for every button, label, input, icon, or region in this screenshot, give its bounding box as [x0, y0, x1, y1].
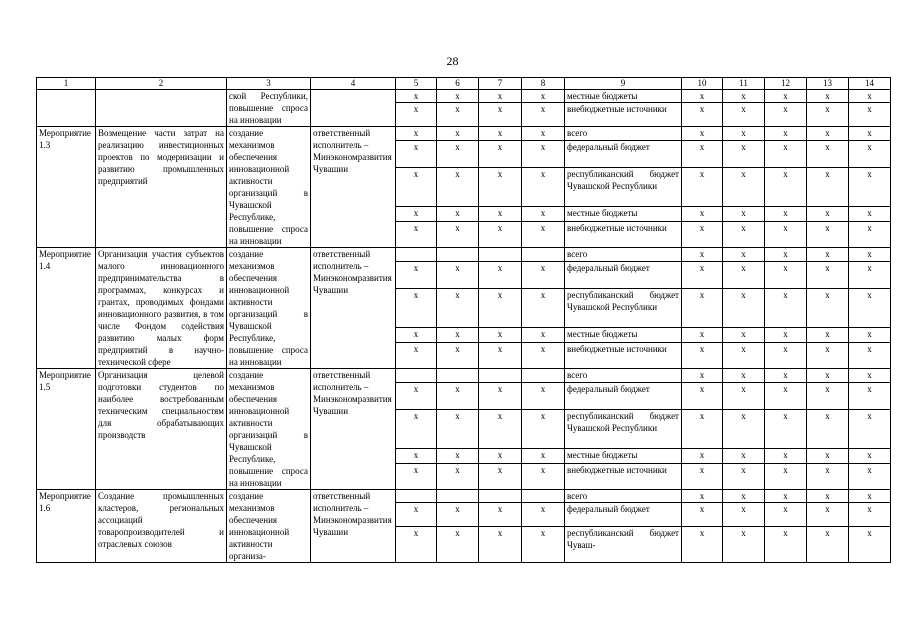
column-number: 4 — [311, 78, 396, 90]
funding-source: республиканский бюджет Чувашской Республики — [565, 288, 682, 328]
measure-name: Создание промышленных кластеров, региональных ассоциаций товаропроизводителей и отраслевых союзов — [96, 490, 227, 563]
value-cell: х — [682, 463, 723, 489]
column-number: 8 — [522, 78, 565, 90]
measure-goal: создание механизмов обеспечения инновационной активности организаций в Чувашской Республике, повышение спроса на инновации — [227, 248, 311, 369]
value-cell: х — [723, 262, 765, 288]
column-number: 3 — [227, 78, 311, 90]
value-cell: х — [765, 90, 807, 103]
page-number: 28 — [446, 54, 459, 68]
value-cell: х — [723, 527, 765, 563]
value-cell: х — [522, 527, 565, 563]
value-cell: х — [807, 141, 849, 167]
value-cell: х — [522, 383, 565, 409]
funding-source: внебюджетные источники — [565, 221, 682, 247]
value-cell: х — [849, 409, 891, 449]
value-cell: х — [723, 409, 765, 449]
funding-table — [36, 77, 891, 563]
value-cell: х — [807, 262, 849, 288]
column-number: 5 — [396, 78, 437, 90]
value-cell: х — [479, 328, 522, 342]
value-cell: х — [849, 342, 891, 368]
value-cell: х — [437, 463, 479, 489]
value-cell — [479, 369, 522, 383]
value-cell: х — [479, 90, 522, 103]
value-cell: х — [437, 328, 479, 342]
funding-source: федеральный бюджет — [565, 141, 682, 167]
funding-source: федеральный бюджет — [565, 262, 682, 288]
value-cell: х — [765, 141, 807, 167]
value-cell: х — [479, 409, 522, 449]
value-cell: х — [437, 383, 479, 409]
value-cell: х — [479, 342, 522, 368]
value-cell: х — [682, 409, 723, 449]
value-cell — [396, 369, 437, 383]
value-cell: х — [723, 127, 765, 141]
value-cell: х — [723, 103, 765, 127]
value-cell — [396, 490, 437, 503]
value-cell: х — [807, 90, 849, 103]
value-cell: х — [765, 288, 807, 328]
funding-source: всего — [565, 490, 682, 503]
value-cell: х — [849, 207, 891, 221]
value-cell: х — [849, 383, 891, 409]
value-cell: х — [807, 369, 849, 383]
value-cell: х — [479, 221, 522, 247]
column-number: 2 — [96, 78, 227, 90]
value-cell — [522, 248, 565, 262]
funding-source: внебюджетные источники — [565, 463, 682, 489]
value-cell: х — [765, 328, 807, 342]
value-cell — [396, 248, 437, 262]
value-cell: х — [682, 221, 723, 247]
value-cell: х — [522, 141, 565, 167]
value-cell: х — [723, 141, 765, 167]
value-cell: х — [396, 288, 437, 328]
value-cell: х — [849, 167, 891, 207]
value-cell — [437, 369, 479, 383]
value-cell: х — [437, 262, 479, 288]
value-cell: х — [682, 503, 723, 527]
value-cell: х — [479, 167, 522, 207]
value-cell: х — [396, 463, 437, 489]
funding-source: всего — [565, 369, 682, 383]
value-cell: х — [807, 167, 849, 207]
column-number: 12 — [765, 78, 807, 90]
measure-goal: создание механизмов обеспечения инновационной активности организаций в Чувашской Республике, повышение спроса на инновации — [227, 369, 311, 490]
value-cell: х — [765, 503, 807, 527]
value-cell: х — [807, 449, 849, 463]
value-cell — [479, 490, 522, 503]
value-cell: х — [522, 328, 565, 342]
value-cell: х — [396, 409, 437, 449]
value-cell: х — [765, 207, 807, 221]
value-cell: х — [522, 449, 565, 463]
funding-source: федеральный бюджет — [565, 503, 682, 527]
measure-name: Организация участия субъектов малого инновационного предпринимательства в программах, конкурсах и грантах, проводимых фондами инновационного развития, в том числе Фондом содействия развитию малых форм предприятий в научно-технической сфере — [96, 248, 227, 369]
value-cell: х — [396, 262, 437, 288]
measure-goal: создание механизмов обеспечения инновационной активности организаций в Чувашской Республике, повышение спроса на инновации — [227, 127, 311, 248]
value-cell: х — [682, 207, 723, 221]
value-cell: х — [849, 328, 891, 342]
funding-source: республиканский бюджет Чувашской Республики — [565, 409, 682, 449]
funding-source: республиканский бюджет Чувашской Республики — [565, 167, 682, 207]
value-cell: х — [765, 103, 807, 127]
column-number: 11 — [723, 78, 765, 90]
value-cell: х — [682, 527, 723, 563]
value-cell: х — [522, 221, 565, 247]
value-cell: х — [682, 490, 723, 503]
value-cell: х — [437, 342, 479, 368]
value-cell: х — [396, 141, 437, 167]
value-cell — [522, 369, 565, 383]
value-cell: х — [396, 342, 437, 368]
value-cell: х — [765, 449, 807, 463]
value-cell: х — [682, 262, 723, 288]
value-cell: х — [849, 463, 891, 489]
value-cell: х — [479, 449, 522, 463]
measure-responsible: ответственный исполнитель – Минэкономразвития Чувашии — [311, 248, 396, 369]
value-cell: х — [396, 503, 437, 527]
value-cell: х — [437, 141, 479, 167]
value-cell: х — [522, 503, 565, 527]
value-cell: х — [849, 369, 891, 383]
funding-source: местные бюджеты — [565, 207, 682, 221]
funding-source: внебюджетные источники — [565, 342, 682, 368]
value-cell: х — [765, 527, 807, 563]
value-cell: х — [682, 449, 723, 463]
value-cell: х — [479, 527, 522, 563]
value-cell: х — [396, 328, 437, 342]
value-cell: х — [807, 328, 849, 342]
value-cell: х — [807, 207, 849, 221]
funding-source: местные бюджеты — [565, 328, 682, 342]
measure-goal: ской Республики, повышение спроса на инновации — [227, 90, 311, 127]
value-cell: х — [522, 342, 565, 368]
value-cell: х — [849, 90, 891, 103]
value-cell: х — [437, 103, 479, 127]
value-cell: х — [437, 90, 479, 103]
value-cell: х — [807, 490, 849, 503]
value-cell: х — [682, 369, 723, 383]
value-cell: х — [765, 490, 807, 503]
value-cell: х — [849, 103, 891, 127]
measure-id: Мероприятие 1.4 — [37, 248, 96, 369]
value-cell: х — [522, 288, 565, 328]
value-cell: х — [723, 369, 765, 383]
value-cell: х — [396, 127, 437, 141]
value-cell: х — [807, 503, 849, 527]
value-cell: х — [723, 503, 765, 527]
value-cell: х — [765, 262, 807, 288]
value-cell: х — [437, 409, 479, 449]
value-cell — [437, 248, 479, 262]
value-cell — [522, 490, 565, 503]
value-cell: х — [849, 127, 891, 141]
value-cell: х — [437, 167, 479, 207]
value-cell: х — [849, 490, 891, 503]
value-cell: х — [396, 90, 437, 103]
value-cell: х — [682, 167, 723, 207]
value-cell: х — [522, 207, 565, 221]
value-cell: х — [479, 103, 522, 127]
value-cell: х — [723, 342, 765, 368]
value-cell: х — [682, 90, 723, 103]
responsible-cell — [311, 90, 396, 127]
measure-name-cell — [96, 90, 227, 127]
value-cell: х — [849, 503, 891, 527]
value-cell: х — [723, 463, 765, 489]
value-cell: х — [765, 127, 807, 141]
value-cell: х — [723, 248, 765, 262]
funding-source: местные бюджеты — [565, 449, 682, 463]
value-cell: х — [807, 342, 849, 368]
value-cell: х — [849, 248, 891, 262]
value-cell: х — [723, 167, 765, 207]
column-number: 13 — [807, 78, 849, 90]
value-cell: х — [396, 449, 437, 463]
value-cell: х — [807, 103, 849, 127]
value-cell: х — [479, 288, 522, 328]
value-cell: х — [479, 141, 522, 167]
value-cell: х — [765, 221, 807, 247]
value-cell: х — [437, 527, 479, 563]
value-cell: х — [807, 288, 849, 328]
value-cell: х — [849, 288, 891, 328]
value-cell: х — [437, 221, 479, 247]
value-cell: х — [765, 369, 807, 383]
value-cell: х — [682, 141, 723, 167]
value-cell: х — [479, 127, 522, 141]
value-cell: х — [765, 342, 807, 368]
value-cell: х — [682, 127, 723, 141]
measure-goal: создание механизмов обеспечения инновационной активности организа- — [227, 490, 311, 563]
measure-responsible: ответственный исполнитель – Минэкономразвития Чувашии — [311, 127, 396, 248]
value-cell: х — [522, 409, 565, 449]
value-cell: х — [723, 288, 765, 328]
value-cell: х — [522, 262, 565, 288]
value-cell: х — [765, 383, 807, 409]
value-cell: х — [479, 383, 522, 409]
value-cell: х — [396, 207, 437, 221]
column-number: 7 — [479, 78, 522, 90]
funding-source: местные бюджеты — [565, 90, 682, 103]
value-cell: х — [682, 248, 723, 262]
value-cell: х — [807, 383, 849, 409]
value-cell: х — [682, 383, 723, 409]
column-number: 1 — [37, 78, 96, 90]
measure-id: Мероприятие 1.5 — [37, 369, 96, 490]
measure-id: Мероприятие 1.6 — [37, 490, 96, 563]
value-cell: х — [723, 207, 765, 221]
value-cell: х — [807, 248, 849, 262]
value-cell: х — [765, 248, 807, 262]
value-cell: х — [723, 449, 765, 463]
value-cell: х — [849, 262, 891, 288]
value-cell: х — [682, 342, 723, 368]
measure-name: Возмещение части затрат на реализацию инвестиционных проектов по модернизации и развитию промышленных предприятий — [96, 127, 227, 248]
value-cell: х — [396, 167, 437, 207]
value-cell: х — [522, 463, 565, 489]
column-number: 9 — [565, 78, 682, 90]
value-cell: х — [437, 288, 479, 328]
value-cell: х — [682, 103, 723, 127]
value-cell: х — [723, 328, 765, 342]
funding-source: внебюджетные источники — [565, 103, 682, 127]
value-cell: х — [849, 221, 891, 247]
funding-source: всего — [565, 127, 682, 141]
column-number: 6 — [437, 78, 479, 90]
value-cell: х — [765, 409, 807, 449]
value-cell: х — [807, 463, 849, 489]
funding-source: федеральный бюджет — [565, 383, 682, 409]
measure-responsible: ответственный исполнитель – Минэкономразвития Чувашии — [311, 490, 396, 563]
value-cell: х — [849, 141, 891, 167]
column-number: 14 — [849, 78, 891, 90]
value-cell: х — [849, 527, 891, 563]
value-cell: х — [479, 262, 522, 288]
value-cell — [437, 490, 479, 503]
value-cell: х — [849, 449, 891, 463]
measure-id: Мероприятие 1.3 — [37, 127, 96, 248]
value-cell: х — [437, 449, 479, 463]
value-cell: х — [723, 90, 765, 103]
value-cell: х — [522, 167, 565, 207]
measure-name: Организация целевой подготовки студентов по наиболее востребованным техническим специальностям для обрабатывающих производств — [96, 369, 227, 490]
funding-source: всего — [565, 248, 682, 262]
value-cell: х — [765, 463, 807, 489]
value-cell: х — [807, 527, 849, 563]
value-cell: х — [682, 328, 723, 342]
measure-id-cell — [37, 90, 96, 127]
value-cell: х — [479, 207, 522, 221]
value-cell: х — [479, 503, 522, 527]
value-cell: х — [437, 127, 479, 141]
value-cell: х — [807, 127, 849, 141]
value-cell — [479, 248, 522, 262]
value-cell: х — [396, 527, 437, 563]
measure-responsible: ответственный исполнитель – Минэкономразвития Чувашии — [311, 369, 396, 490]
value-cell: х — [723, 490, 765, 503]
value-cell: х — [396, 383, 437, 409]
value-cell: х — [723, 383, 765, 409]
value-cell: х — [479, 463, 522, 489]
value-cell: х — [522, 103, 565, 127]
value-cell: х — [765, 167, 807, 207]
column-number: 10 — [682, 78, 723, 90]
value-cell: х — [807, 221, 849, 247]
funding-source: республиканский бюджет Чуваш- — [565, 527, 682, 563]
value-cell: х — [723, 221, 765, 247]
value-cell: х — [396, 103, 437, 127]
value-cell: х — [522, 127, 565, 141]
value-cell: х — [396, 221, 437, 247]
value-cell: х — [437, 207, 479, 221]
value-cell: х — [807, 409, 849, 449]
value-cell: х — [522, 90, 565, 103]
value-cell: х — [437, 503, 479, 527]
value-cell: х — [682, 288, 723, 328]
